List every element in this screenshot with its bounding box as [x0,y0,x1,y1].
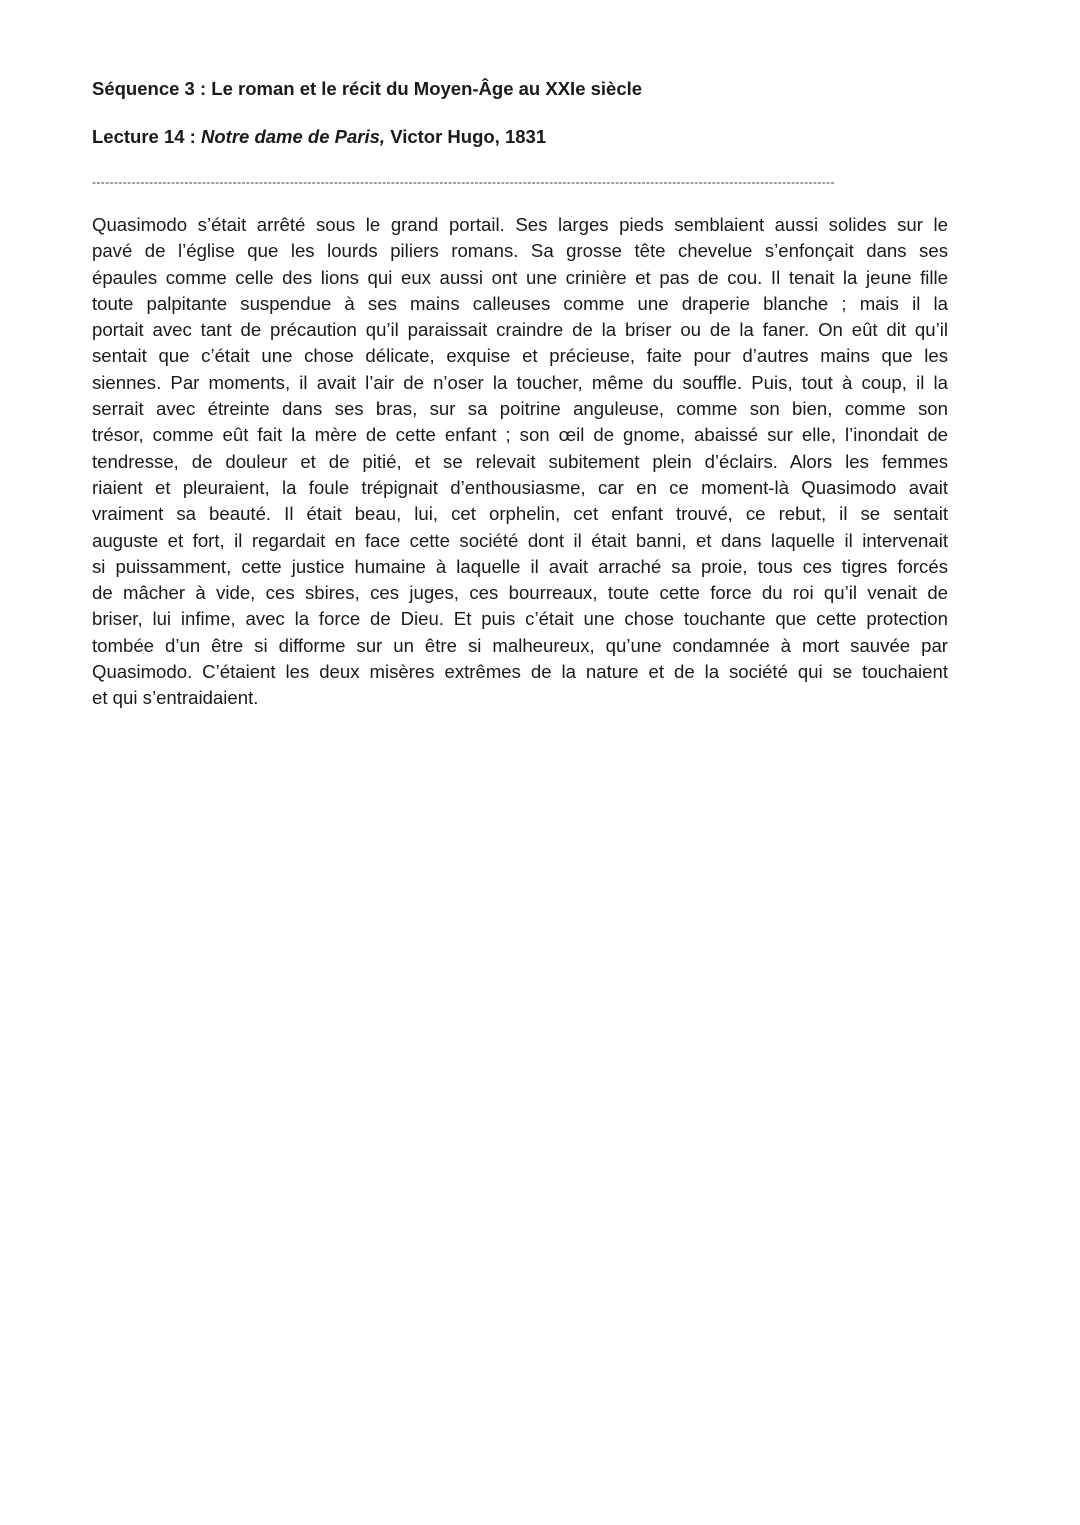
lecture-heading [92,124,948,150]
sequence-title: Le roman et le récit du Moyen-Âge au XXIe siècle [211,78,643,99]
text-line: tendresse, de douleur et de pitié, et se relevait subitement plein d’éclairs. Alors les femmes [92,450,948,472]
text-line: portait avec tant de précaution qu’il paraissait craindre de la briser ou de la faner. On eût dit qu’il [92,319,948,341]
text-line: tombée d’un être si difforme sur un être si malheureux, qu’une condamnée à mort sauvée par [92,634,948,656]
text-line: Quasimodo s’était arrêté sous le grand portail. Ses larges pieds semblaient aussi solides sur le [92,214,948,235]
document-page [92,76,948,712]
text-line: riaient et pleuraient, la foule trépignait d’enthousiasme, car en ce moment-là Quasimodo avait [92,476,948,498]
dashed-divider: ------------------------------------------------------------------------------------------------------------------------------------------------------------------------- [92,175,835,189]
text-line: pavé de l’église que les lourds piliers romans. Sa grosse tête chevelue s’enfonçait dans ses [92,240,948,262]
text-line: siennes. Par moments, il avait l’air de n’oser la toucher, même du souffle. Puis, tout à coup, il la [92,371,948,393]
sequence-label: Séquence 3 : [92,78,207,99]
text-line: épaules comme celle des lions qui eux aussi ont une crinière et pas de cou. Il tenait la jeune fille [92,266,948,288]
sequence-heading [92,76,948,102]
excerpt-text [92,212,948,712]
text-line: sentait que c’était une chose délicate, exquise et précieuse, faite pour d’autres mains que les [92,345,948,367]
text-line: serrait avec étreinte dans ses bras, sur sa poitrine anguleuse, comme son bien, comme son [92,398,948,420]
text-line: de mâcher à vide, ces sbires, ces juges, ces bourreaux, toute cette force du roi qu’il venait de [92,582,948,604]
text-line: auguste et fort, il regardait en face cette société dont il était banni, et dans laquelle il intervenait [92,529,948,551]
text-line: vraiment sa beauté. Il était beau, lui, cet orphelin, cet enfant trouvé, ce rebut, il se sentait [92,503,948,525]
work-title: Notre dame de Paris, [201,126,386,147]
text-line: briser, lui infime, avec la force de Dieu. Et puis c’était une chose touchante que cette protection [92,608,948,630]
text-line: et qui s’entraidaient. [92,687,259,709]
text-line: trésor, comme eût fait la mère de cette enfant ; son œil de gnome, abaissé sur elle, l’inondait de [92,424,948,446]
lecture-label: Lecture 14 : [92,126,196,147]
text-line: toute palpitante suspendue à ses mains calleuses comme une draperie blanche ; mais il la [92,292,948,314]
author-year: Victor Hugo, 1831 [390,126,547,147]
text-line: Quasimodo. C’étaient les deux misères extrêmes de la nature et de la société qui se touchaient [92,661,948,683]
text-line: si puissamment, cette justice humaine à laquelle il avait arraché sa proie, tous ces tigres forcés [92,555,948,577]
